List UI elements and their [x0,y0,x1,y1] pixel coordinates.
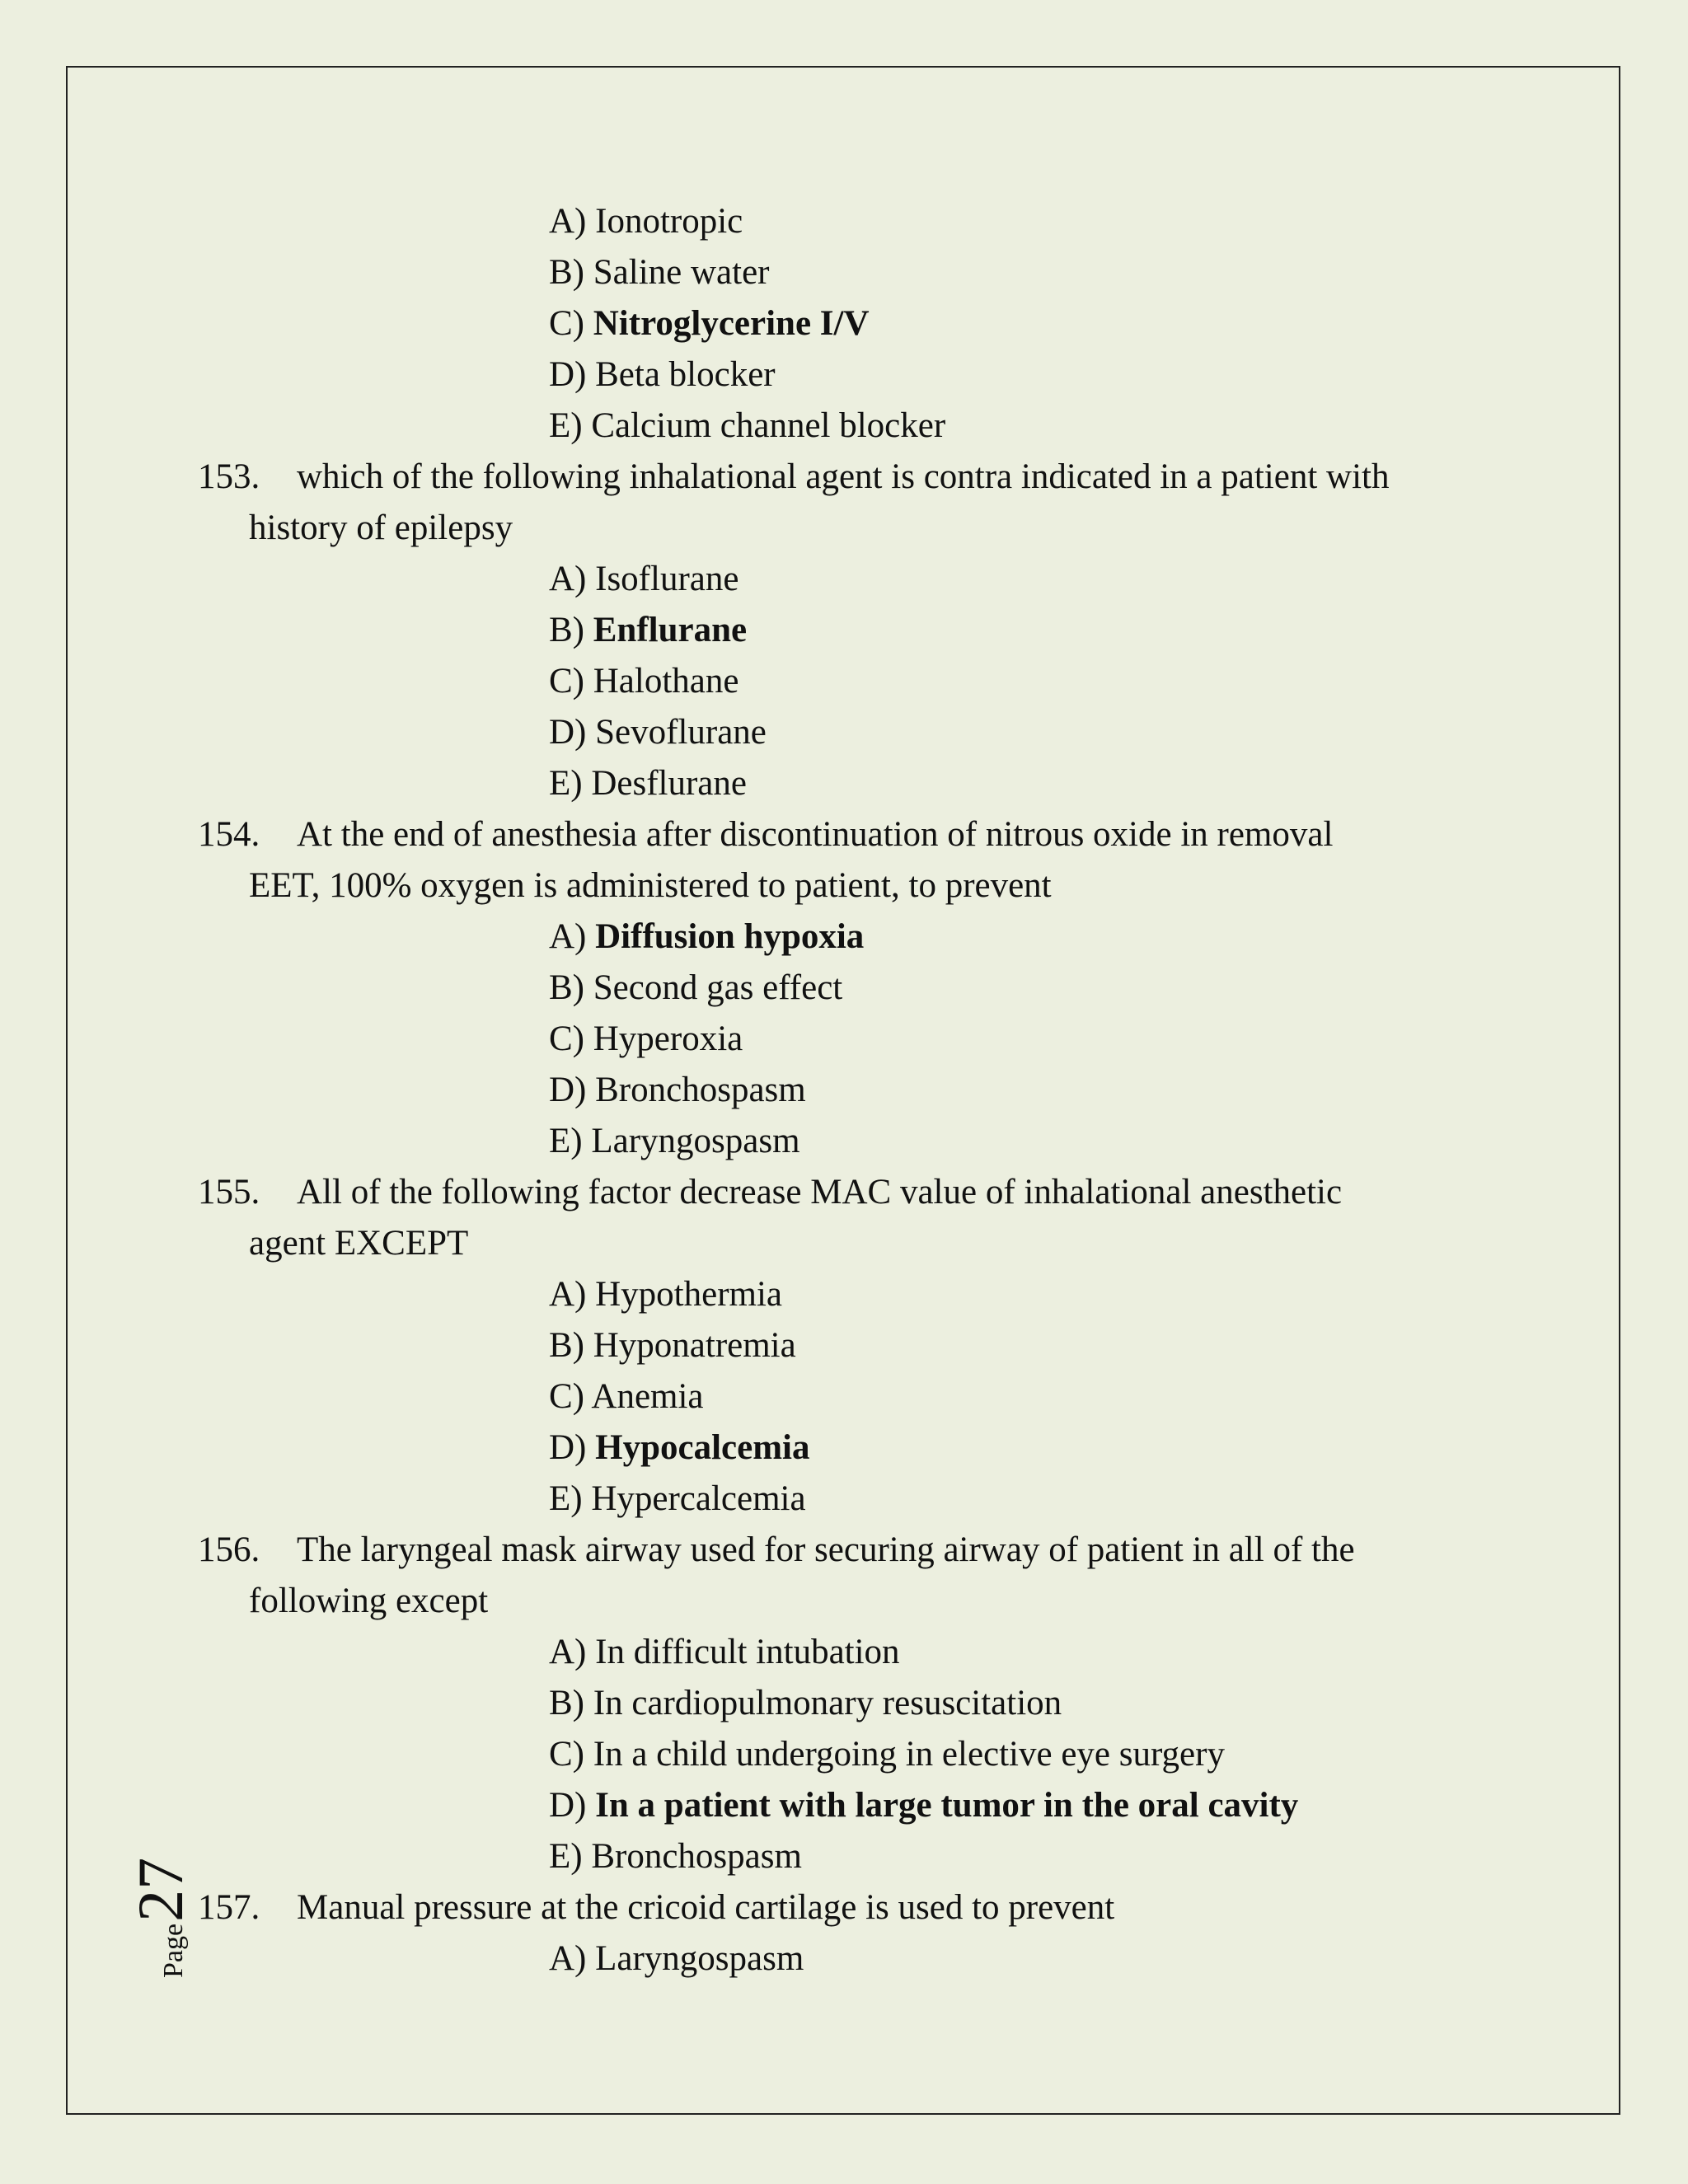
option-row [198,1474,1517,1525]
option-row [198,1422,1517,1474]
option-row [198,963,1517,1014]
question-153 [198,452,1517,554]
option-row [198,1933,1517,1985]
option-letter: C) [549,304,584,343]
option-letter: B) [549,1684,584,1722]
option-row [198,247,1517,298]
option-text: Beta blocker [595,355,776,394]
question-155 [198,1167,1517,1269]
question-stem [198,809,1517,860]
question-stem [198,1525,1517,1576]
option-text: In difficult intubation [595,1633,900,1671]
correct-option-text: Hypocalcemia [595,1428,810,1467]
option-letter: A) [549,202,587,241]
option-text: Isoflurane [595,560,739,598]
option-row [198,1014,1517,1065]
option-text: Bronchospasm [591,1837,802,1876]
question-text-line2: history of epilepsy [249,509,513,547]
option-letter: A) [549,917,587,956]
option-text: In a child undergoing in elective eye surgery [593,1735,1225,1774]
option-letter: E) [549,406,583,445]
correct-option-text: Diffusion hypoxia [595,917,865,956]
option-letter: A) [549,560,587,598]
question-text-line1: All of the following factor decrease MAC value of inhalational anesthetic [297,1173,1343,1212]
question-stem [198,1167,1517,1218]
question-stem [198,452,1517,503]
option-letter: C) [549,1377,584,1416]
question-list [198,196,1517,1985]
question-text-line2: EET, 100% oxygen is administered to patient, to prevent [249,866,1052,905]
option-text: Anemia [591,1377,704,1416]
option-letter: B) [549,611,584,649]
page-word: Page [158,1923,189,1978]
question-154 [198,809,1517,912]
option-letter: C) [549,1735,584,1774]
correct-option-text: Nitroglycerine I/V [593,304,870,343]
option-row [198,605,1517,656]
option-letter: D) [549,1786,587,1825]
option-row [198,1729,1517,1780]
option-letter: E) [549,1122,583,1160]
question-stem [198,1882,1517,1933]
option-text: Laryngospasm [591,1122,800,1160]
option-text: Desflurane [591,764,747,803]
option-text: Halothane [593,662,739,701]
question-number: 157. [198,1888,260,1927]
question-156 [198,1525,1517,1627]
option-row [198,656,1517,707]
question-text-line1: which of the following inhalational agent is contra indicated in a patient with [297,457,1390,496]
option-letter: B) [549,1326,584,1365]
option-text: Hypercalcemia [591,1479,806,1518]
option-letter: C) [549,662,584,701]
question-text-line1: The laryngeal mask airway used for securing airway of patient in all of the [297,1530,1355,1569]
option-text: In cardiopulmonary resuscitation [593,1684,1062,1722]
option-letter: E) [549,764,583,803]
option-text: Hypothermia [595,1275,783,1314]
question-157 [198,1882,1517,1933]
option-row [198,1678,1517,1729]
question-text-line2: agent EXCEPT [249,1224,469,1263]
option-row [198,401,1517,452]
option-row [198,912,1517,963]
option-row [198,1371,1517,1422]
option-letter: B) [549,253,584,292]
option-letter: C) [549,1019,584,1058]
option-row [198,1627,1517,1678]
option-letter: D) [549,1071,587,1109]
option-row [198,298,1517,349]
option-row [198,758,1517,809]
option-letter: B) [549,968,584,1007]
option-text: Bronchospasm [595,1071,806,1109]
option-letter: E) [549,1479,583,1518]
option-text: Hyponatremia [593,1326,796,1365]
option-row [198,1831,1517,1882]
option-row [198,707,1517,758]
page-number-label [124,1858,198,1978]
question-number: 153. [198,457,260,496]
option-text: Second gas effect [593,968,843,1007]
question-number: 156. [198,1530,260,1569]
option-row [198,1780,1517,1831]
correct-option-text: Enflurane [593,611,748,649]
option-letter: A) [549,1939,587,1978]
correct-option-text: In a patient with large tumor in the oral cavity [595,1786,1299,1825]
option-letter: D) [549,1428,587,1467]
question-number: 154. [198,815,260,854]
option-letter: D) [549,713,587,752]
option-text: Calcium channel blocker [591,406,946,445]
option-letter: A) [549,1275,587,1314]
question-text-line1: Manual pressure at the cricoid cartilage is used to prevent [297,1888,1115,1927]
page-number: 27 [124,1857,196,1922]
option-text: Sevoflurane [595,713,767,752]
option-text: Ionotropic [595,202,743,241]
question-text-line2: following except [249,1582,489,1620]
option-row [198,196,1517,247]
option-letter: D) [549,355,587,394]
option-row [198,349,1517,401]
option-row [198,1269,1517,1320]
option-row [198,554,1517,605]
option-row [198,1320,1517,1371]
option-letter: A) [549,1633,587,1671]
q152-options [198,196,1517,452]
option-text: Laryngospasm [595,1939,804,1978]
option-text: Hyperoxia [593,1019,743,1058]
option-text: Saline water [593,253,770,292]
option-letter: E) [549,1837,583,1876]
question-text-line1: At the end of anesthesia after discontinuation of nitrous oxide in removal [297,815,1334,854]
option-row [198,1065,1517,1116]
option-row [198,1116,1517,1167]
question-number: 155. [198,1173,260,1212]
